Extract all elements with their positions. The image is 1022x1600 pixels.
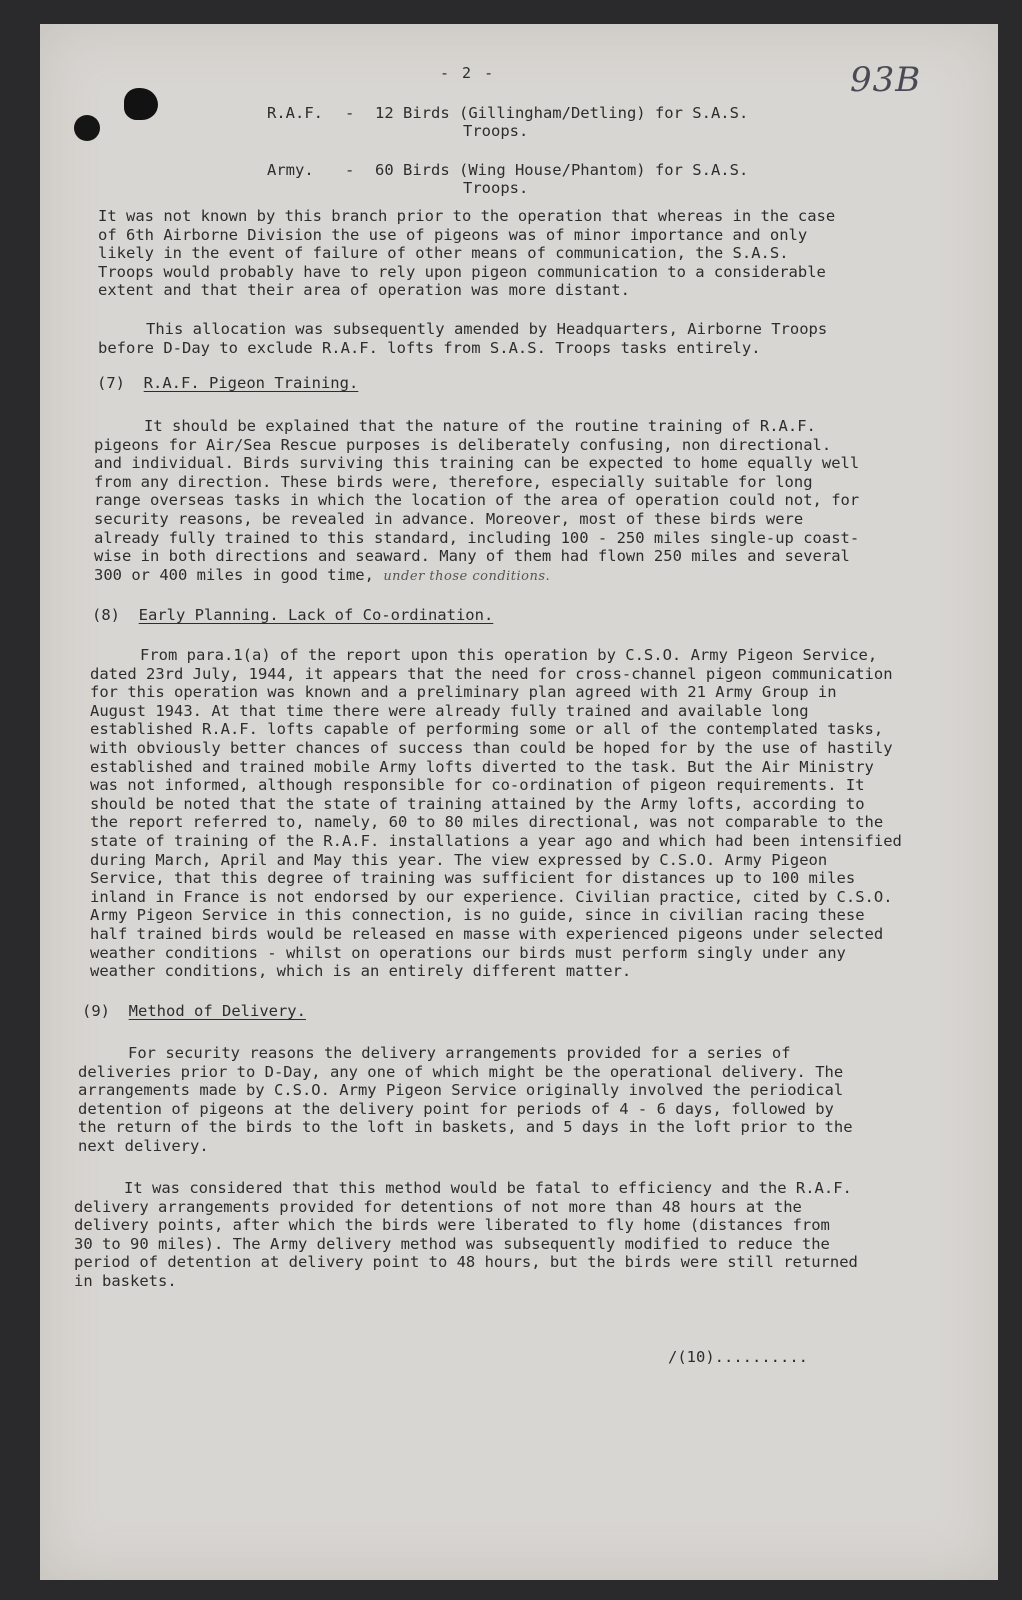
allocation-raf-line1: 12 Birds (Gillingham/Detling) for S.A.S.	[375, 104, 749, 122]
intro-paragraph	[98, 207, 835, 300]
text-line: deliveries prior to D-Day, any one of which might be the operational delivery. The	[78, 1062, 844, 1081]
text-line: August 1943. At that time there were already fully trained and available long	[90, 701, 809, 720]
text-line: next delivery.	[78, 1136, 209, 1155]
text-line: Army Pigeon Service in this connection, is no guide, since in civilian racing these	[90, 906, 865, 925]
text-line: likely in the event of failure of other means of communication, the S.A.S.	[98, 244, 789, 263]
section-7-number: (7)	[97, 374, 125, 392]
text-line: weather conditions, which is an entirely different matter.	[90, 962, 632, 981]
text-line: 30 to 90 miles). The Army delivery method was subsequently modified to reduce the	[74, 1234, 830, 1253]
section-8-heading	[92, 606, 493, 624]
section-9-paragraph-1	[78, 1044, 853, 1156]
text-line: before D-Day to exclude R.A.F. lofts from S.A.S. Troops tasks entirely.	[98, 338, 761, 357]
allocation-army-line2: Troops.	[463, 179, 529, 197]
section-7-heading	[97, 374, 358, 392]
text-line: and individual. Birds surviving this training can be expected to home equally well	[94, 454, 860, 473]
text-line: pigeons for Air/Sea Rescue purposes is deliberately confusing, non directional.	[94, 435, 832, 454]
section-8-paragraph	[90, 646, 902, 981]
text-line: inland in France is not endorsed by our experience. Civilian practice, cited by C.S.O.	[90, 887, 893, 906]
text-line: half trained birds would be released en masse with experienced pigeons under selected	[90, 924, 884, 943]
text-line: in baskets.	[74, 1271, 177, 1290]
document-page	[40, 24, 998, 1580]
text-line: already fully trained to this standard, including 100 - 250 miles single-up coast-	[94, 528, 860, 547]
text-line: should be noted that the state of training attained by the Army lofts, according to	[90, 794, 865, 813]
text-line: Troops would probably have to rely upon pigeon communication to a considerable	[98, 262, 826, 281]
section-9-number: (9)	[82, 1002, 110, 1020]
text-line: during March, April and May this year. The view expressed by C.S.O. Army Pigeon	[90, 850, 828, 869]
section-8-title: Early Planning. Lack of Co-ordination.	[138, 606, 494, 624]
text-line: the return of the birds to the loft in baskets, and 5 days in the loft prior to the	[78, 1118, 853, 1137]
text-line	[94, 566, 859, 587]
handwritten-reference-number: 93B	[850, 60, 922, 100]
text-line: It was not known by this branch prior to the operation that whereas in the case	[98, 207, 836, 225]
text-line: arrangements made by C.S.O. Army Pigeon Service originally involved the periodical	[78, 1081, 844, 1100]
text-line: security reasons, be revealed in advance. Moreover, most of these birds were	[94, 509, 804, 528]
allocation-raf-dash: -	[345, 104, 355, 122]
text-line: for this operation was known and a preliminary plan agreed with 21 Army Group in	[90, 683, 837, 702]
text-line: It should be explained that the nature of the routine training of R.A.F.	[144, 417, 816, 435]
text-line: For security reasons the delivery arrangements provided for a series of	[128, 1044, 791, 1062]
section-9-paragraph-2	[74, 1179, 858, 1291]
handwritten-addition: under those conditions.	[383, 568, 551, 584]
text-line: Service, that this degree of training was sufficient for distances up to 100 miles	[90, 869, 856, 888]
text-line: It was considered that this method would be fatal to efficiency and the R.A.F.	[124, 1179, 852, 1197]
allocation-raf-line2: Troops.	[463, 122, 529, 140]
text-line: was not informed, although responsible for co-ordination of pigeon requirements. It	[90, 776, 865, 795]
text-line: detention of pigeons at the delivery point for periods of 4 - 6 days, followed by	[78, 1099, 834, 1118]
text-line: delivery points, after which the birds were liberated to fly home (distances from	[74, 1216, 830, 1235]
amendment-paragraph	[98, 320, 827, 357]
section-8-number: (8)	[92, 606, 120, 624]
text-line: the report referred to, namely, 60 to 80 miles directional, was not comparable to the	[90, 813, 884, 832]
allocation-raf-service: R.A.F.	[267, 104, 323, 122]
text-line: of 6th Airborne Division the use of pigeons was of minor importance and only	[98, 225, 808, 244]
text-line: From para.1(a) of the report upon this operation by C.S.O. Army Pigeon Service,	[140, 646, 878, 664]
allocation-army-dash: -	[345, 161, 355, 179]
page-number: - 2 -	[440, 64, 496, 82]
text-line: dated 23rd July, 1944, it appears that the need for cross-channel pigeon communication	[90, 664, 893, 683]
section-9-heading	[82, 1002, 306, 1020]
section-9-title: Method of Delivery.	[128, 1002, 306, 1020]
section-7-title: R.A.F. Pigeon Training.	[143, 374, 359, 392]
allocation-army-service: Army.	[267, 161, 314, 179]
text-line: established and trained mobile Army lofts diverted to the task. But the Air Ministry	[90, 757, 874, 776]
text-line: state of training of the R.A.F. installations a year ago and which had been intensified	[90, 831, 902, 850]
text-line: established R.A.F. lofts capable of performing some or all of the contemplated tasks,	[90, 720, 884, 739]
text-line: wise in both directions and seaward. Many of them had flown 250 miles and several	[94, 547, 850, 566]
text-line: range overseas tasks in which the location of the area of operation could not, for	[94, 491, 860, 510]
text-line: This allocation was subsequently amended by Headquarters, Airborne Troops	[146, 320, 828, 338]
text-line: extent and that their area of operation was more distant.	[98, 281, 630, 300]
torn-punch-hole	[124, 88, 158, 120]
text-line: with obviously better chances of success than could be hoped for by the use of hastily	[90, 738, 893, 757]
punch-hole	[74, 115, 100, 141]
text-line: from any direction. These birds were, therefore, especially suitable for long	[94, 472, 813, 491]
text-line: delivery arrangements provided for detentions of not more than 48 hours at the	[74, 1197, 802, 1216]
section-7-paragraph	[94, 417, 859, 586]
allocation-army-line1: 60 Birds (Wing House/Phantom) for S.A.S.	[375, 161, 749, 179]
text-line-end: 300 or 400 miles in good time,	[94, 565, 374, 584]
continuation-marker: /(10)..........	[668, 1348, 808, 1366]
text-line: weather conditions - whilst on operations our birds must perform singly under any	[90, 943, 846, 962]
text-line: period of detention at delivery point to 48 hours, but the birds were still returned	[74, 1253, 858, 1272]
